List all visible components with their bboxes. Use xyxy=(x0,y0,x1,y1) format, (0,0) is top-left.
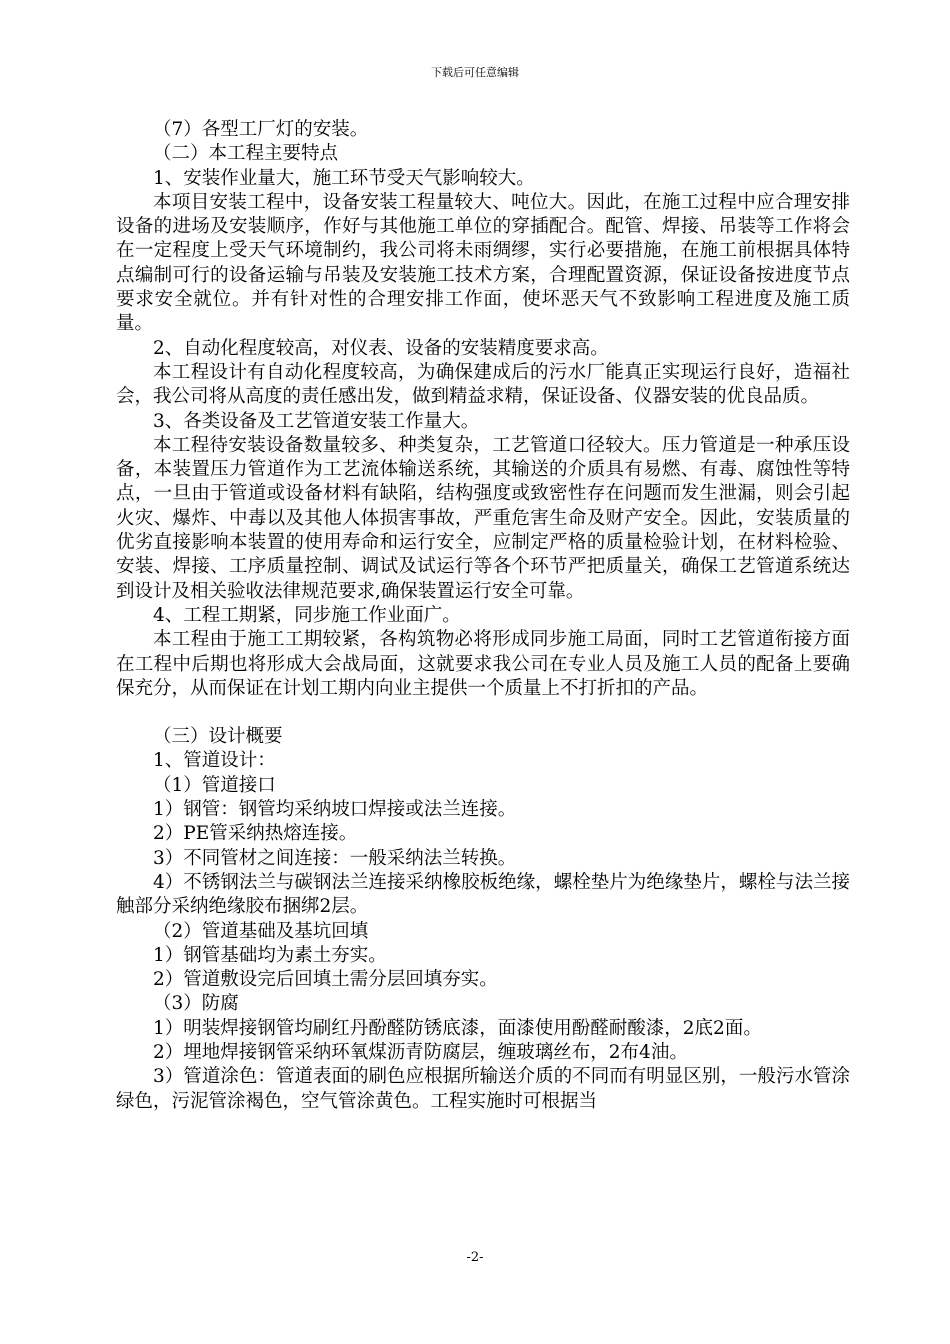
subheading: 1、管道设计： xyxy=(153,750,276,772)
paragraph: 3）不同管材之间连接：一般采纳法兰转换。 xyxy=(153,847,517,869)
section-heading: （三）设计概要 xyxy=(153,726,283,748)
subheading: （1）管道接口 xyxy=(153,774,276,796)
paragraph: 1）钢管基础均为素土夯实。 xyxy=(153,944,387,966)
paragraph: 2）管道敷设完后回填土需分层回填夯实。 xyxy=(153,969,498,991)
paragraph: 4）不锈钢法兰与碳钢法兰连接采纳橡胶板绝缘，螺栓垫片为绝缘垫片，螺栓与法兰接触部分采纳绝缘胶布捆绑2层。 xyxy=(116,871,850,918)
subheading: 2、自动化程度较高，对仪表、设备的安装精度要求高。 xyxy=(153,337,609,359)
subheading: （3）防腐 xyxy=(153,993,239,1015)
paragraph: 2）埋地焊接钢管采纳环氧煤沥青防腐层，缠玻璃丝布，2布4油。 xyxy=(153,1041,688,1063)
subheading: 3、各类设备及工艺管道安装工作量大。 xyxy=(153,410,480,432)
subheading: 4、工程工期紧，同步施工作业面广。 xyxy=(153,604,461,626)
document-body xyxy=(116,118,850,1114)
paragraph: 1）钢管：钢管均采纳坡口焊接或法兰连接。 xyxy=(153,799,517,821)
page-number: -2- xyxy=(466,1250,484,1265)
paragraph: 本工程设计有自动化程度较高，为确保建成后的污水厂能真正实现运行良好，造福社会，我公司将从高度的责任感出发，做到精益求精，保证设备、仪器安装的优良品质。 xyxy=(116,361,850,408)
section-heading: （二）本工程主要特点 xyxy=(153,143,339,165)
paragraph: 3）管道涂色：管道表面的刷色应根据所输送介质的不同而有明显区别，一般污水管涂绿色，污泥管涂褐色，空气管涂黄色。工程实施时可根据当 xyxy=(116,1066,850,1112)
subheading: 1、安装作业量大，施工环节受天气影响较大。 xyxy=(153,167,535,189)
page-header: 下载后可任意编辑 xyxy=(431,66,519,79)
paragraph: 本工程待安装设备数量较多、种类复杂，工艺管道口径较大。压力管道是一种承压设备，本装置压力管道作为工艺流体输送系统，其输送的介质具有易燃、有毒、腐蚀性等特点，一旦由于管道或设备材料有缺陷，结构强度或致密性存在问题而发生泄漏，则会引起火灾、爆炸、中毒以及其他人体损害事故，严重危害生命及财产安全。因此，安装质量的优劣直接影响本装置的使用寿命和运行安全，应制定严格的质量检验计划，在材料检验、安装、焊接、工序质量控制、调试及试运行等各个环节严把质量关，确保工艺管道系统达到设计及相关验收法律规范要求,确保装置运行安全可靠。 xyxy=(116,434,850,602)
paragraph: 2）PE管采纳热熔连接。 xyxy=(153,823,358,845)
paragraph: 本工程由于施工工期较紧，各构筑物必将形成同步施工局面，同时工艺管道衔接方面在工程中后期也将形成大会战局面，这就要求我公司在专业人员及施工人员的配备上要确保充分，从而保证在计划工期内向业主提供一个质量上不打折扣的产品。 xyxy=(116,629,850,699)
paragraph: （7）各型工厂灯的安装。 xyxy=(153,119,369,140)
subheading: （2）管道基础及基坑回填 xyxy=(153,920,369,942)
paragraph: 1）明装焊接钢管均刷红丹酚醛防锈底漆，面漆使用酚醛耐酸漆，2底2面。 xyxy=(153,1017,762,1039)
paragraph: 本项目安装工程中，设备安装工程量较大、吨位大。因此，在施工过程中应合理安排设备的进场及安装顺序，作好与其他施工单位的穿插配合。配管、焊接、吊装等工作将会在一定程度上受天气环境制约，我公司将未雨绸缪，实行必要措施，在施工前根据具体特点编制可行的设备运输与吊装及安装施工技术方案，合理配置资源，保证设备按进度节点要求安全就位。并有针对性的合理安排工作面，使坏恶天气不致影响工程进度及施工质量。 xyxy=(116,191,850,335)
